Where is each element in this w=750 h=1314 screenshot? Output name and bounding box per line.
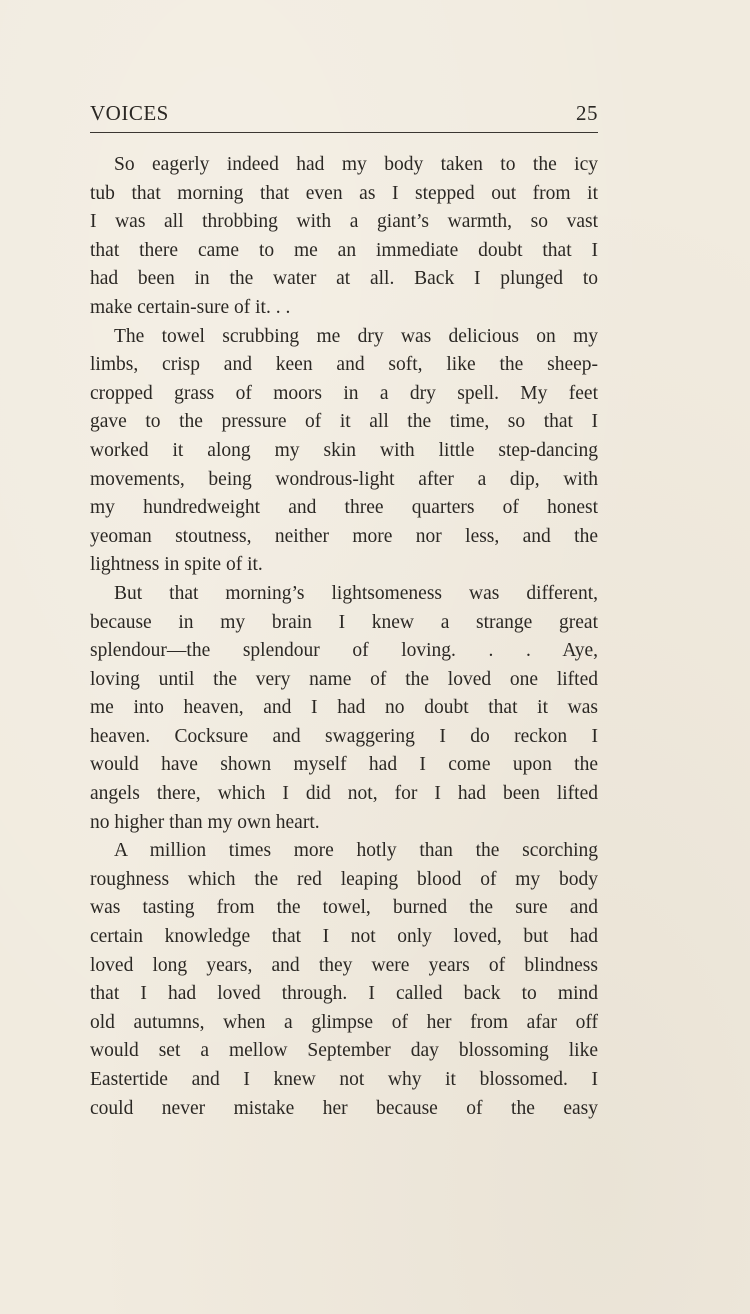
text-line: Eastertide and I knew not why it blossomed. I (90, 1069, 598, 1090)
text-line: movements, being wondrous-light after a dip, with (90, 468, 598, 490)
text-line: cropped grass of moors in a dry spell. My feet (90, 382, 598, 404)
running-head (90, 98, 598, 132)
text-line: tub that morning that even as I stepped out from it (90, 182, 598, 204)
text-line: old autumns, when a glimpse of her from afar off (90, 1011, 598, 1033)
text-line: my hundredweight and three quarters of honest (90, 497, 598, 519)
text-line: A million times more hotly than the scorching (114, 840, 598, 862)
text-line: was tasting from the towel, burned the sure and (90, 897, 598, 919)
text-line: certain knowledge that I not only loved, but had (90, 926, 598, 948)
page-number: 25 (576, 101, 598, 125)
text-line: loved long years, and they were years of blindness (90, 954, 598, 976)
text-line: had been in the water at all. Back I plunged to (90, 268, 598, 290)
text-line: The towel scrubbing me dry was delicious on my (114, 325, 598, 347)
text-line: limbs, crisp and keen and soft, like the sheep- (90, 354, 598, 376)
text-line: I was all throbbing with a giant’s warmth, so vast (90, 211, 598, 233)
running-title: VOICES (90, 101, 169, 125)
text-line: because in my brain I knew a strange great (90, 611, 598, 633)
text-line: would set a mellow September day blossoming like (90, 1040, 598, 1062)
text-line: that there came to me an immediate doubt that I (90, 239, 598, 261)
text-line: worked it along my skin with little step-dancing (90, 439, 598, 461)
text-line: loving until the very name of the loved one lifted (90, 668, 598, 690)
text-line: But that morning’s lightsomeness was different, (114, 582, 598, 604)
text-line: lightness in spite of it. (90, 554, 263, 576)
body-text (90, 151, 598, 1123)
text-line: no higher than my own heart. (90, 811, 320, 833)
text-line: heaven. Cocksure and swaggering I do reckon I (90, 725, 598, 747)
text-line: So eagerly indeed had my body taken to the icy (114, 154, 598, 175)
text-line: splendour—the splendour of loving. . . Aye, (90, 640, 598, 662)
text-line: that I had loved through. I called back to mind (90, 983, 598, 1005)
text-line: roughness which the red leaping blood of my body (90, 868, 598, 890)
text-line: angels there, which I did not, for I had been lifted (90, 783, 598, 805)
text-line: me into heaven, and I had no doubt that it was (90, 697, 598, 719)
text-line: could never mistake her because of the easy (90, 1097, 598, 1119)
text-line: make certain-sure of it. . . (90, 296, 291, 318)
text-line: yeoman stoutness, neither more nor less, and the (90, 525, 598, 547)
header-rule (90, 132, 598, 133)
text-line: would have shown myself had I come upon the (90, 754, 598, 776)
text-line: gave to the pressure of it all the time, so that I (90, 411, 598, 433)
